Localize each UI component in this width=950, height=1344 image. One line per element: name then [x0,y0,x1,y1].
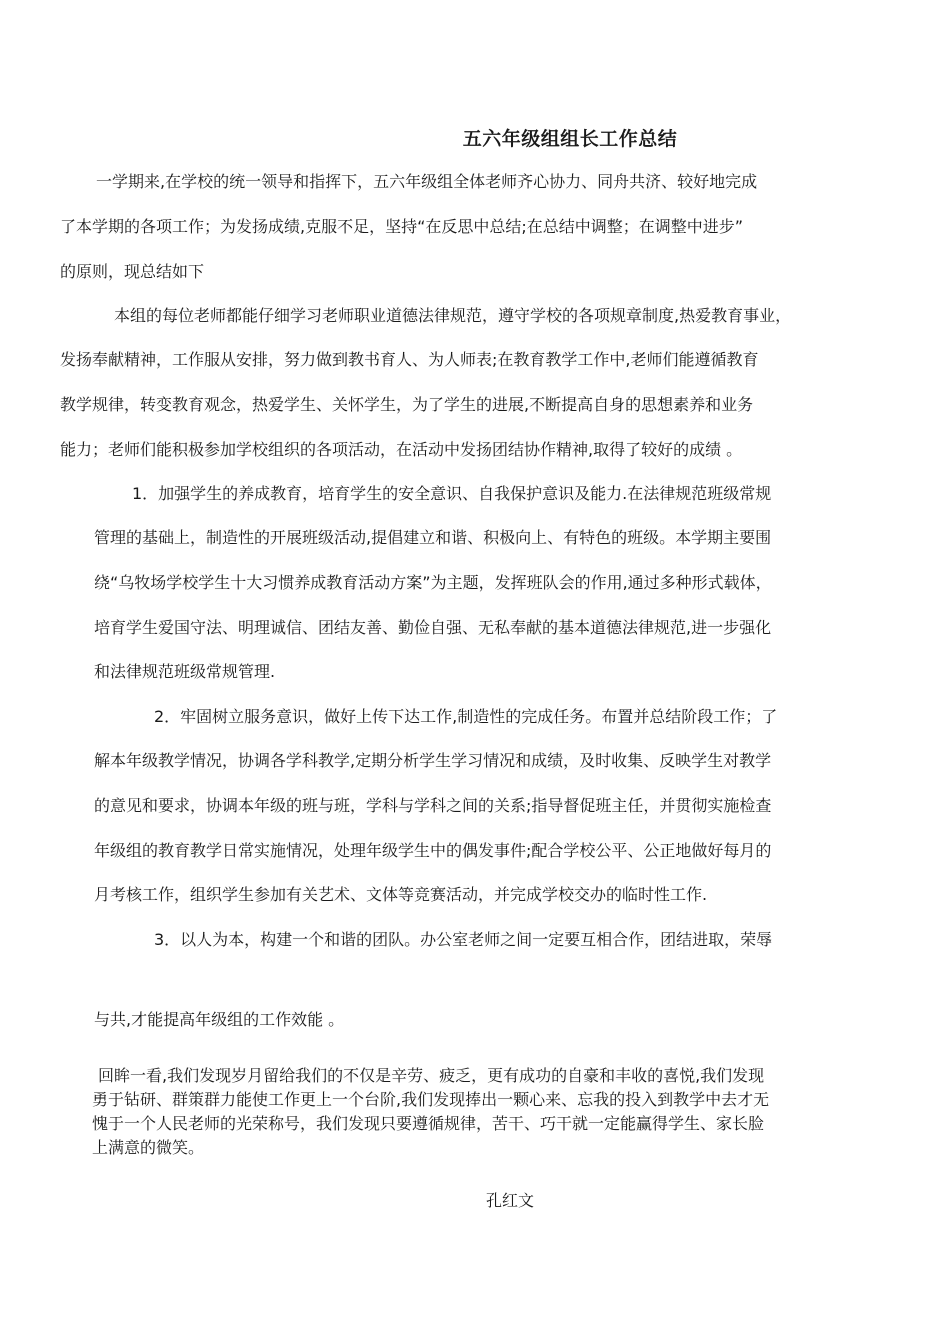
item2-line-4: 年级组的教育教学日常实施情况，处理年级学生中的偶发事件;配合学校公平、公正地做好每月的 [94,841,772,860]
item1-line-1: 1．加强学生的养成教育，培育学生的安全意识、自我保护意识及能力.在法律规范班级常规 [132,484,772,503]
item2-line-3: 的意见和要求，协调本年级的班与班，学科与学科之间的关系;指导督促班主任，并贯彻实施检查 [94,796,772,815]
closing-line-2: 勇于钻研、群策群力能使工作更上一个台阶,我们发现捧出一颗心来、忘我的投入到教学中去才无 [92,1090,770,1109]
document-title: 五六年级组组长工作总结 [462,128,678,150]
para1-line-2: 发扬奉献精神，工作服从安排，努力做到教书育人、为人师表;在教育教学工作中,老师们能遵循教育 [60,350,759,369]
item3-line-1: 3．以人为本，构建一个和谐的团队。办公室老师之间一定要互相合作，团结进取，荣辱 [154,930,773,949]
item1-line-4: 培育学生爱国守法、明理诚信、团结友善、勤俭自强、无私奉献的基本道德法律规范,进一步强化 [94,618,772,637]
intro-line-1: 一学期来,在学校的统一领导和指挥下，五六年级组全体老师齐心协力、同舟共济、较好地完成 [96,172,758,191]
closing-line-4: 上满意的微笑。 [92,1138,205,1157]
closing-line-1: 回眸一看,我们发现岁月留给我们的不仅是辛劳、疲乏，更有成功的自豪和丰收的喜悦,我们发现 [98,1066,765,1085]
item1-line-3: 绕“乌牧场学校学生十大习惯养成教育活动方案”为主题，发挥班队会的作用,通过多种形式载体， [94,573,772,592]
intro-line-3: 的原则，现总结如下 [60,262,205,281]
item1-line-5: 和法律规范班级常规管理. [94,662,276,681]
item2-line-1: 2．牢固树立服务意识，做好上传下达工作,制造性的完成任务。布置并总结阶段工作；了 [154,707,778,726]
closing-line-3: 愧于一个人民老师的光荣称号，我们发现只要遵循规律，苦干、巧干就一定能赢得学生、家长脸 [92,1114,765,1133]
para1-line-3: 教学规律，转变教育观念，热爱学生、关怀学生，为了学生的进展,不断提高自身的思想素养和业务 [60,395,754,414]
item2-line-2: 解本年级教学情况，协调各学科教学,定期分析学生学习情况和成绩，及时收集、反映学生对教学 [94,751,772,770]
para1-line-1: 本组的每位老师都能仔细学习老师职业道德法律规范，遵守学校的各项规章制度,热爱教育事业， [114,306,792,325]
intro-line-2: 了本学期的各项工作；为发扬成绩,克服不足，坚持“在反思中总结;在总结中调整；在调整中进步” [60,217,744,236]
signature: 孔红文 [485,1191,534,1210]
item3-line-2: 与共,才能提高年级组的工作效能 。 [94,1010,345,1029]
item1-line-2: 管理的基础上，制造性的开展班级活动,提倡建立和谐、积极向上、有特色的班级。本学期主要围 [94,528,772,547]
para1-line-4: 能力；老师们能积极参加学校组织的各项活动，在活动中发扬团结协作精神,取得了较好的成绩 。 [60,440,743,459]
item2-line-5: 月考核工作，组织学生参加有关艺术、文体等竞赛活动，并完成学校交办的临时性工作. [94,885,708,904]
